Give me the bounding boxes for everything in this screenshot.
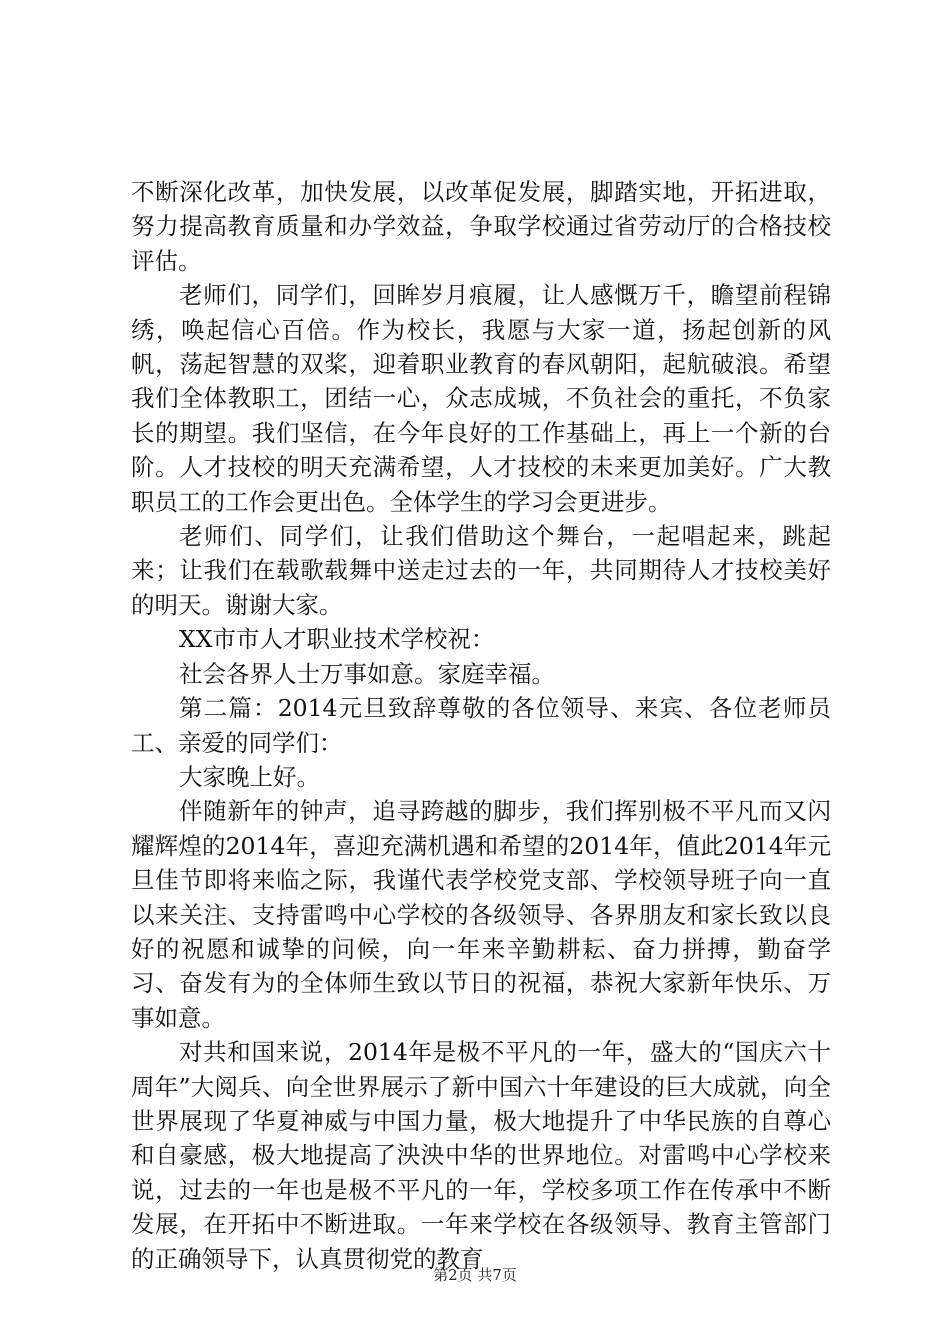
paragraph-greeting: 大家晚上好。 [179, 762, 320, 791]
paragraph-second-title: 第二篇：2014元旦致辞尊敬的各位领导、来宾、各位老师员工、亲爱的同学们： [131, 694, 831, 757]
paragraph-new-year: 伴随新年的钟声，追寻跨越的脚步，我们挥别极不平凡而又闪耀辉煌的2014年，喜迎充满机遇和希望的2014年，值此2014年元旦佳节即将来临之际，我谨代表学校党支部、学校领导班子向一直以来关注、支持雷鸣中心学校的各级领导、各界朋友和家长致以良好的祝愿和诚挚的问候，向一年来辛勤耕耘、奋力拼搏，勤奋学习、奋发有为的全体师生致以节日的祝福，恭祝大家新年快乐、万事如意。 [131, 797, 831, 1032]
body-text [131, 175, 831, 1276]
paragraph-review: 对共和国来说，2014年是极不平凡的一年，盛大的“国庆六十周年”大阅兵、向全世界展示了新中国六十年建设的巨大成就，向全世界展现了华夏神威与中国力量，极大地提升了中华民族的自尊心和自豪感，极大地提高了泱泱中华的世界地位。对雷鸣中心学校来说，过去的一年也是极不平凡的一年，学校多项工作在传承中不断发展，在开拓中不断进取。一年来学校在各级领导、教育主管部门的正确领导下，认真贯彻党的教育 [131, 1038, 831, 1273]
page-number-footer: 第2页 共7页 [433, 1266, 517, 1284]
paragraph-blessing: 社会各界人士万事如意。家庭幸福。 [179, 659, 555, 688]
paragraph-school-wish: XX市市人才职业技术学校祝： [179, 625, 495, 654]
paragraph-outlook: 老师们，同学们，回眸岁月痕履，让人感慨万千，瞻望前程锦绣，唤起信心百倍。作为校长，我愿与大家一道，扬起创新的风帆，荡起智慧的双桨，迎着职业教育的春风朝阳，起航破浪。希望我们全体教职工，团结一心，众志成城，不负社会的重托，不负家长的期望。我们坚信，在今年良好的工作基础上，再上一个新的台阶。人才技校的明天充满希望，人才技校的未来更加美好。广大教职员工的工作会更出色。全体学生的学习会更进步。 [131, 281, 831, 516]
paragraph-continuation: 不断深化改革，加快发展，以改革促发展，脚踏实地，开拓进取，努力提高教育质量和办学效益，争取学校通过省劳动厅的合格技校评估。 [131, 178, 831, 275]
paragraph-closing: 老师们、同学们，让我们借助这个舞台，一起唱起来，跳起来；让我们在载歌载舞中送走过去的一年，共同期待人才技校美好的明天。谢谢大家。 [131, 522, 831, 619]
